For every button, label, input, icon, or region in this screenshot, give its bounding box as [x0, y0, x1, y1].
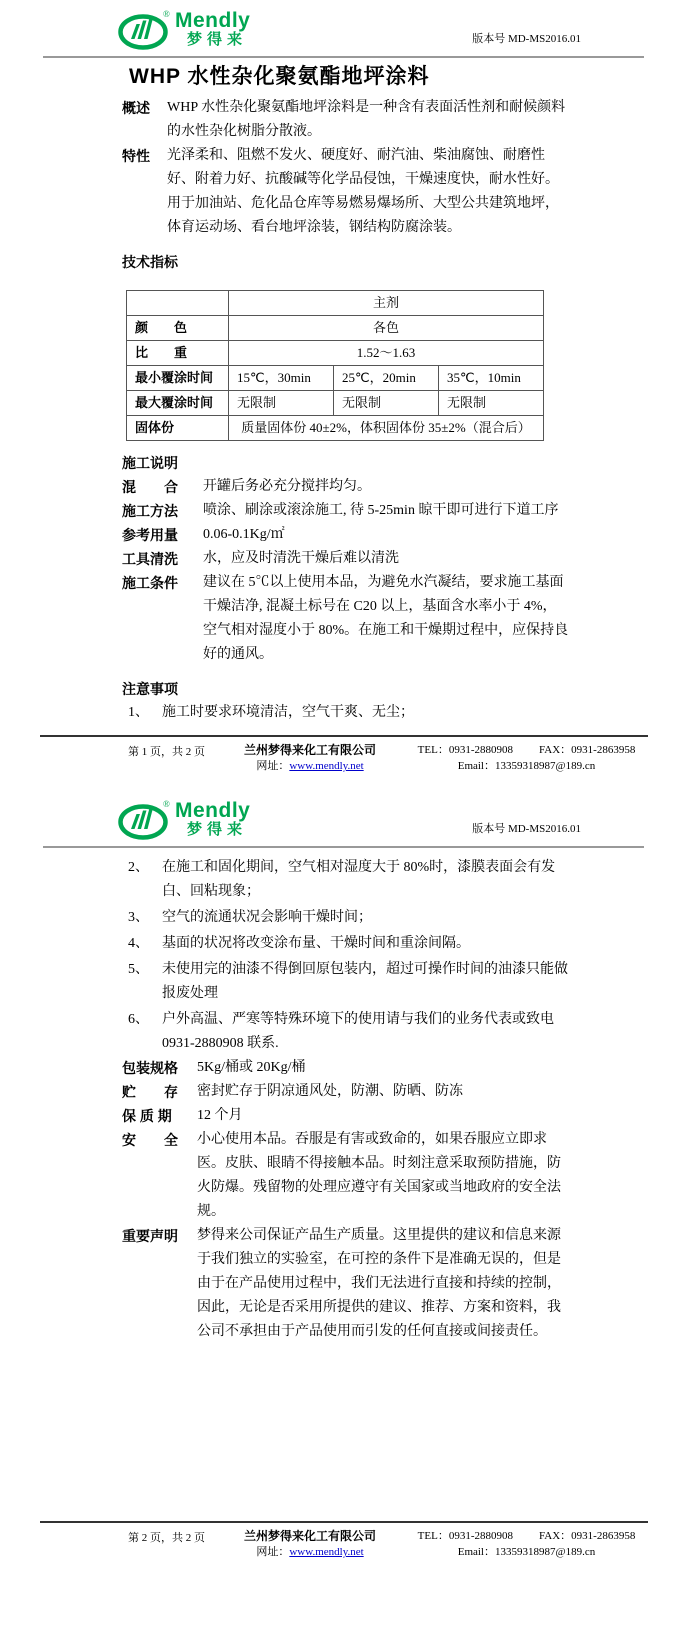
- main-agent-header: 主剂: [229, 291, 544, 316]
- note-text: 在施工和固化期间，空气相对湿度大于 80%时，漆膜表面会有发白、回粘现象；: [162, 860, 556, 899]
- note-item-2: [122, 856, 570, 904]
- page1-header: [0, 0, 687, 52]
- cleaning-row: [122, 547, 570, 571]
- note-text: 基面的状况将改变涂布量、干燥时间和重涂间隔。: [162, 936, 470, 951]
- registered-mark-icon: ®: [163, 9, 170, 19]
- tel-text: TEL：0931-2880908: [417, 1530, 513, 1542]
- max-recoat-25c: 无限制: [334, 391, 439, 416]
- disclaimer-text: 梦得来公司保证产品生产质量。这里提供的建议和信息来源于我们独立的实验室，在可控的条件下是准确无误的，但是由于在产品使用过程中，我们无法进行直接和持续的控制，因此，无论是否采用所提供的建议、推荐、方案和资料，我公司不承担由于产品使用而引发的任何直接或间接责任。: [197, 1228, 561, 1339]
- version-number: 版本号 MD-MS2016.01: [472, 33, 581, 45]
- version-number: 版本号 MD-MS2016.01: [472, 823, 581, 835]
- max-recoat-15c: 无限制: [229, 391, 334, 416]
- packaging-label: 包装规格: [122, 1060, 178, 1076]
- solids-value: 质量固体份 40±2%，体积固体份 35±2%（混合后）: [229, 416, 544, 441]
- website-link[interactable]: www.mendly.net: [289, 760, 364, 772]
- page2-header: [0, 790, 687, 842]
- conditions-label: 施工条件: [122, 575, 178, 591]
- usage-label: 参考用量: [122, 527, 178, 543]
- page-1: [0, 0, 687, 790]
- tech-specs-heading: 技术指标: [122, 254, 178, 270]
- storage-text: 密封贮存于阴凉通风处，防潮、防晒、防冻: [197, 1084, 463, 1099]
- footer-company-block: [215, 742, 405, 774]
- tech-specs-table: [126, 290, 544, 441]
- min-recoat-25c: 25℃，20min: [334, 366, 439, 391]
- note-number: 4、: [128, 936, 149, 951]
- shelf-life-text: 12 个月: [197, 1108, 243, 1123]
- storage-row: [122, 1080, 570, 1104]
- safety-text: 小心使用本品。吞服是有害或致命的，如果吞服应立即求医。皮肤、眼睛不得接触本品。时刻注意采取预防措施，防火防爆。残留物的处理应遵守有关国家或当地政府的安全法规。: [197, 1132, 561, 1219]
- footer-contact-block: [405, 1528, 648, 1560]
- website-line: [215, 1544, 405, 1560]
- company-name: 兰州梦得来化工有限公司: [243, 743, 376, 757]
- logo-wordmark: [175, 10, 250, 48]
- cleaning-label: 工具清洗: [122, 551, 178, 567]
- method-label: 施工方法: [122, 503, 178, 519]
- header-divider: [43, 56, 644, 58]
- overview-text: WHP 水性杂化聚氨酯地坪涂料是一种含有表面活性剂和耐候颜料的水性杂化树脂分散液。: [167, 100, 566, 139]
- brand-name: Mendly: [175, 799, 251, 822]
- header-divider: [43, 846, 644, 848]
- table-row: [127, 341, 544, 366]
- min-recoat-35c: 35℃，10min: [439, 366, 544, 391]
- safety-row: [122, 1128, 570, 1224]
- disclaimer-label: 重要声明: [122, 1228, 178, 1244]
- website-link[interactable]: www.mendly.net: [289, 1546, 364, 1558]
- note-number: 6、: [128, 1012, 149, 1027]
- features-row: [122, 144, 570, 240]
- email-text: Email：13359318987@189.cn: [457, 760, 596, 772]
- features-label: 特性: [122, 148, 150, 164]
- fax-text: FAX：0931-2863958: [538, 744, 636, 756]
- page2-footer: [40, 1521, 648, 1560]
- page-2: [0, 790, 687, 1638]
- table-row: [127, 391, 544, 416]
- table-row: [127, 291, 544, 316]
- company-name: 兰州梦得来化工有限公司: [243, 1529, 376, 1543]
- page1-footer: [40, 735, 648, 774]
- brand-name-cn: 梦得来: [187, 31, 248, 48]
- email-text: Email：13359318987@189.cn: [457, 1546, 596, 1558]
- website-line: [215, 758, 405, 774]
- logo-wordmark: [175, 800, 250, 838]
- color-label: 颜 色: [127, 316, 229, 341]
- registered-mark-icon: ®: [163, 799, 170, 809]
- empty-header-cell: [127, 291, 229, 316]
- color-value: 各色: [229, 316, 544, 341]
- conditions-row: [122, 571, 570, 667]
- mixing-row: [122, 475, 570, 499]
- website-label: 网址：: [256, 1546, 290, 1558]
- density-label: 比 重: [127, 341, 229, 366]
- overview-label: 概述: [122, 100, 150, 116]
- note-item-6: [122, 1008, 570, 1056]
- footer-contact-block: [405, 742, 648, 774]
- features-text: 光泽柔和、阻燃不发火、硬度好、耐汽油、柴油腐蚀、耐磨性好、附着力好、抗酸碱等化学品侵蚀，干燥速度快，耐水性好。用于加油站、危化品仓库等易燃易爆场所、大型公共建筑地坪，体育运动场、看台地坪涂装，钢结构防腐涂装。: [167, 148, 559, 235]
- shelf-life-row: [122, 1104, 570, 1128]
- note-item-4: [122, 932, 570, 956]
- page-title: WHP 水性杂化聚氨酯地坪涂料: [129, 65, 430, 88]
- note-item-5: [122, 958, 570, 1006]
- construction-heading: 施工说明: [122, 455, 178, 471]
- footer-company-block: [215, 1528, 405, 1560]
- note-text: 未使用完的油漆不得倒回原包装内，超过可操作时间的油漆只能做报废处理: [162, 962, 568, 1001]
- table-row: [127, 316, 544, 341]
- mixing-label: 混 合: [122, 479, 178, 495]
- usage-text: 0.06-0.1Kg/㎡: [203, 527, 285, 542]
- conditions-text: 建议在 5℃以上使用本品，为避免水汽凝结，要求施工基面干燥洁净, 混凝土标号在 C20 以上，基面含水率小于 4%，空气相对湿度小于 80%。在施工和干燥期过程中，应保持良好的通风。: [203, 575, 569, 662]
- disclaimer-row: [122, 1224, 570, 1344]
- brand-name: Mendly: [175, 9, 251, 32]
- table-row: [127, 366, 544, 391]
- mendly-logo-icon: [118, 798, 172, 842]
- cleaning-text: 水，应及时清洗干燥后难以清洗: [203, 551, 399, 566]
- note-number: 5、: [128, 962, 149, 977]
- fax-text: FAX：0931-2863958: [538, 1530, 636, 1542]
- usage-row: [122, 523, 570, 547]
- overview-row: [122, 96, 570, 144]
- mendly-logo: [118, 8, 250, 52]
- note-item-3: [122, 906, 570, 930]
- packaging-row: [122, 1056, 570, 1080]
- table-row: [127, 416, 544, 441]
- note-text: 户外高温、严寒等特殊环境下的使用请与我们的业务代表或致电 0931-2880908 联系.: [162, 1012, 554, 1051]
- storage-label: 贮 存: [122, 1084, 178, 1100]
- max-recoat-35c: 无限制: [439, 391, 544, 416]
- page1-content: [122, 96, 570, 725]
- page2-number: 第 2 页，共 2 页: [128, 1532, 205, 1544]
- mixing-text: 开罐后务必充分搅拌均匀。: [203, 479, 371, 494]
- page2-content: [122, 856, 570, 1344]
- mendly-logo-icon: [118, 8, 172, 52]
- method-text: 喷涂、刷涂或滚涂施工, 待 5-25min 晾干即可进行下道工序: [203, 503, 559, 518]
- note-number: 1、: [128, 705, 149, 720]
- note-text: 空气的流通状况会影响干燥时间；: [162, 910, 372, 925]
- phone-line: [405, 742, 648, 758]
- mendly-logo: [118, 798, 250, 842]
- website-label: 网址：: [256, 760, 290, 772]
- safety-label: 安 全: [122, 1132, 178, 1148]
- packaging-text: 5Kg/桶或 20Kg/桶: [197, 1060, 306, 1075]
- min-recoat-label: 最小覆涂时间: [127, 366, 229, 391]
- solids-label: 固体份: [127, 416, 229, 441]
- shelf-life-label: 保 质 期: [122, 1108, 172, 1124]
- method-row: [122, 499, 570, 523]
- notes-heading: 注意事项: [122, 681, 178, 697]
- page1-number: 第 1 页，共 2 页: [128, 746, 205, 758]
- density-value: 1.52～1.63: [229, 341, 544, 366]
- max-recoat-label: 最大覆涂时间: [127, 391, 229, 416]
- note-item-1: [122, 701, 570, 725]
- note-number: 3、: [128, 910, 149, 925]
- tel-text: TEL：0931-2880908: [417, 744, 513, 756]
- note-text: 施工时要求环境清洁，空气干爽、无尘；: [162, 705, 414, 720]
- min-recoat-15c: 15℃，30min: [229, 366, 334, 391]
- note-number: 2、: [128, 860, 149, 875]
- phone-line: [405, 1528, 648, 1544]
- brand-name-cn: 梦得来: [187, 821, 248, 838]
